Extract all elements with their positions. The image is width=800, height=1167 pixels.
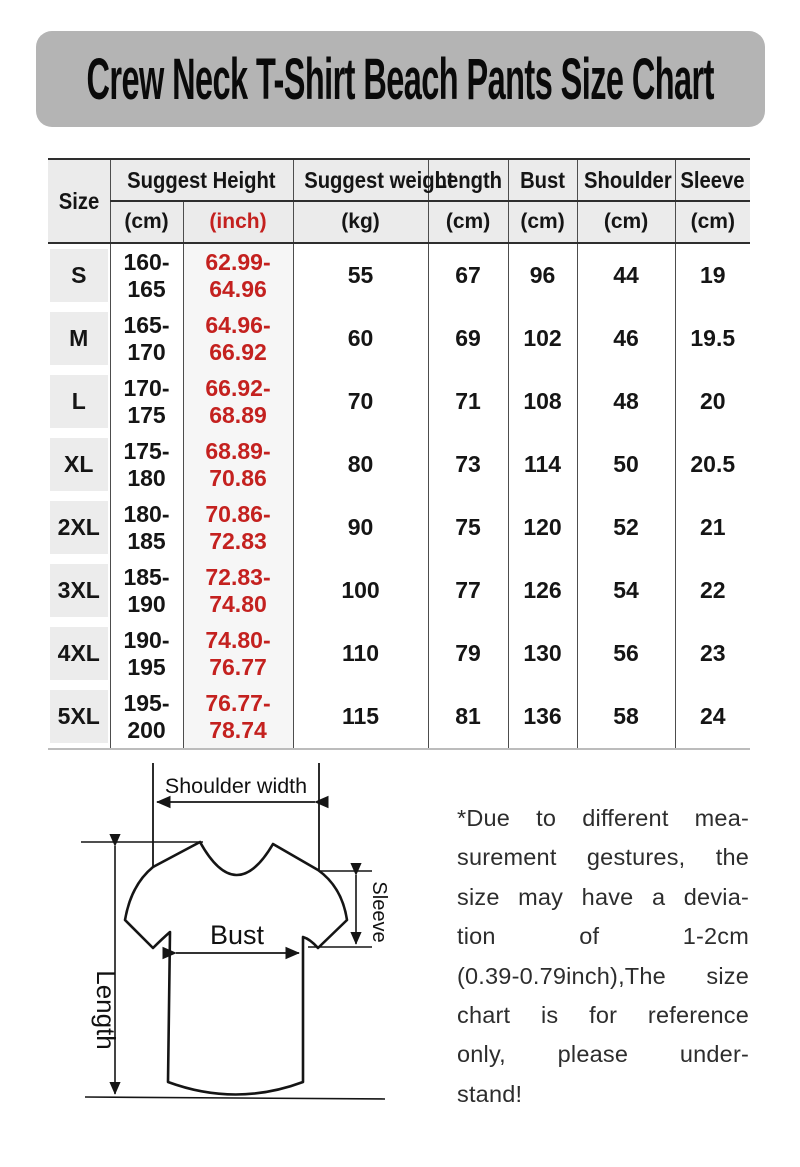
note-line: only, please under- [457,1041,749,1068]
length-value: 79 [428,622,508,685]
height-inch-value: 72.83-74.80 [183,559,293,622]
size-label: M [48,307,110,370]
size-chart-table [48,158,750,750]
weight-value: 70 [293,370,428,433]
unit-height-cm: (cm) [110,201,183,243]
disclaimer-note [457,799,749,1114]
column-header-suggest-height: Suggest Height [110,159,293,201]
height-inch-value: 62.99-64.96 [183,243,293,307]
table-row-l [48,370,750,433]
column-header-size: Size [48,159,110,243]
column-header-sleeve: Sleeve [675,159,750,201]
height-inch-value: 68.89-70.86 [183,433,293,496]
weight-value: 60 [293,307,428,370]
bust-value: 136 [508,685,577,749]
sleeve-value: 19 [675,243,750,307]
shoulder-value: 46 [577,307,675,370]
length-value: 69 [428,307,508,370]
height-cm-value: 170-175 [110,370,183,433]
weight-value: 100 [293,559,428,622]
column-header-suggest-weight: Suggest weight [293,159,428,201]
weight-value: 55 [293,243,428,307]
shoulder-value: 54 [577,559,675,622]
header-row-main [48,159,750,201]
height-inch-value: 70.86-72.83 [183,496,293,559]
length-value: 73 [428,433,508,496]
column-header-length: Length [428,159,508,201]
note-line: stand! [457,1080,523,1107]
unit-shoulder-cm: (cm) [577,201,675,243]
height-inch-value: 76.77-78.74 [183,685,293,749]
column-header-shoulder: Shoulder [577,159,675,201]
weight-value: 115 [293,685,428,749]
unit-bust-cm: (cm) [508,201,577,243]
size-label: 5XL [48,685,110,749]
note-line: chart is for reference [457,1002,749,1029]
weight-value: 80 [293,433,428,496]
bust-value: 130 [508,622,577,685]
length-value: 71 [428,370,508,433]
height-inch-value: 66.92-68.89 [183,370,293,433]
shoulder-value: 48 [577,370,675,433]
note-line: surement gestures, the [457,844,749,871]
length-value: 75 [428,496,508,559]
bust-label: Bust [209,920,265,950]
table-row-m [48,307,750,370]
bust-value: 102 [508,307,577,370]
shoulder-value: 56 [577,622,675,685]
size-label: 3XL [48,559,110,622]
sleeve-value: 23 [675,622,750,685]
height-inch-value: 74.80-76.77 [183,622,293,685]
length-value: 67 [428,243,508,307]
height-cm-value: 165-170 [110,307,183,370]
length-label: Length [91,970,121,1050]
height-cm-value: 190-195 [110,622,183,685]
shoulder-value: 44 [577,243,675,307]
header-row-units [48,201,750,243]
sleeve-value: 20 [675,370,750,433]
height-cm-value: 185-190 [110,559,183,622]
table-row-5xl [48,685,750,749]
unit-length-cm: (cm) [428,201,508,243]
note-line: (0.39-0.79inch),The size [457,962,749,989]
size-label: 2XL [48,496,110,559]
height-cm-value: 160-165 [110,243,183,307]
note-line: *Due to different mea- [457,805,749,831]
bust-value: 108 [508,370,577,433]
length-value: 81 [428,685,508,749]
shoulder-value: 52 [577,496,675,559]
bust-value: 114 [508,433,577,496]
tshirt-measurement-diagram [40,755,460,1115]
weight-value: 110 [293,622,428,685]
table-row-4xl [48,622,750,685]
sleeve-value: 19.5 [675,307,750,370]
height-inch-value: 64.96-66.92 [183,307,293,370]
weight-value: 90 [293,496,428,559]
size-label: S [48,243,110,307]
size-label: 4XL [48,622,110,685]
sleeve-value: 24 [675,685,750,749]
sleeve-value: 20.5 [675,433,750,496]
table-row-xl [48,433,750,496]
sleeve-value: 21 [675,496,750,559]
note-line: size may have a devia- [457,883,749,910]
bust-value: 126 [508,559,577,622]
height-cm-value: 195-200 [110,685,183,749]
shoulder-value: 58 [577,685,675,749]
column-header-bust: Bust [508,159,577,201]
page-title: Crew Neck T-Shirt Beach Pants Size Chart [86,46,715,112]
size-label: L [48,370,110,433]
unit-height-inch: (inch) [183,201,293,243]
unit-weight-kg: (kg) [293,201,428,243]
table-row-3xl [48,559,750,622]
height-cm-value: 175-180 [110,433,183,496]
tshirt-outline [125,842,347,1095]
size-chart-banner [36,31,765,127]
height-cm-value: 180-185 [110,496,183,559]
table-row-s [48,243,750,307]
table-row-2xl [48,496,750,559]
sleeve-value: 22 [675,559,750,622]
shoulder-value: 50 [577,433,675,496]
length-tick-bottom [85,1097,385,1099]
unit-sleeve-cm: (cm) [675,201,750,243]
bust-value: 96 [508,243,577,307]
size-label: XL [48,433,110,496]
length-value: 77 [428,559,508,622]
bust-value: 120 [508,496,577,559]
note-line: tion of 1-2cm [457,923,749,950]
shoulder-width-label: Shoulder width [164,774,308,798]
sleeve-label: Sleeve [368,881,390,943]
